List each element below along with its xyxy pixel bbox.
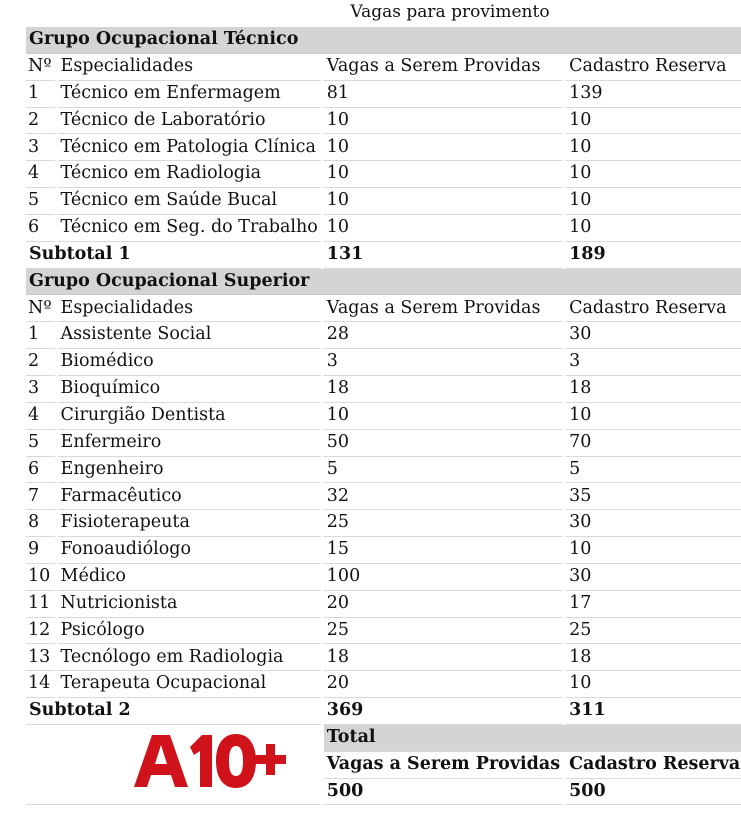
row-vagas: 100 [324,564,563,591]
row-cadastro: 18 [566,644,741,671]
row-cadastro: 10 [566,671,741,698]
row-num: 13 [26,644,55,671]
row-num: 11 [26,591,55,618]
row-vagas: 28 [324,322,563,349]
row-vagas: 25 [324,618,563,645]
row-cadastro: 3 [566,349,741,376]
table-row [26,591,741,618]
total-cadastro: 500 [566,779,741,806]
row-especialidade: Técnico em Enfermagem [58,81,321,108]
header-especialidades: Especialidades [58,295,321,322]
row-especialidade: Técnico em Saúde Bucal [58,188,321,215]
row-cadastro: 10 [566,403,741,430]
row-cadastro: 10 [566,161,741,188]
total-vagas-label: Vagas a Serem Providas [324,752,563,779]
row-vagas: 3 [324,349,563,376]
row-especialidade: Técnico em Seg. do Trabalho [58,215,321,242]
table-row [26,188,741,215]
table-row [26,644,741,671]
table-row [26,108,741,135]
row-especialidade: Engenheiro [58,457,321,484]
table-row [26,510,741,537]
header-row-superior [26,295,741,322]
header-num: Nº [26,295,55,322]
row-especialidade: Técnico de Laboratório [58,108,321,135]
row-especialidade: Tecnólogo em Radiologia [58,644,321,671]
header-especialidades: Especialidades [58,54,321,81]
row-especialidade: Fonoaudiólogo [58,537,321,564]
group-title-tecnico: Grupo Ocupacional Técnico [26,27,741,54]
row-cadastro: 70 [566,430,741,457]
row-especialidade: Técnico em Radiologia [58,161,321,188]
group-title-superior: Grupo Ocupacional Superior [26,269,741,296]
table-row [26,215,741,242]
table-row [26,403,741,430]
header-row-tecnico [26,54,741,81]
row-vagas: 10 [324,403,563,430]
table-row [26,483,741,510]
table-row [26,134,741,161]
row-cadastro: 30 [566,510,741,537]
row-num: 10 [26,564,55,591]
table-row [26,564,741,591]
logo-cell [26,725,321,806]
table-row [26,161,741,188]
row-especialidade: Cirurgião Dentista [58,403,321,430]
row-especialidade: Bioquímico [58,376,321,403]
row-especialidade: Psicólogo [58,618,321,645]
row-cadastro: 5 [566,457,741,484]
row-cadastro: 10 [566,134,741,161]
table-caption: Vagas para provimento [350,2,550,22]
row-num: 7 [26,483,55,510]
subtotal-cadastro: 311 [566,698,741,725]
table-row [26,671,741,698]
row-especialidade: Fisioterapeuta [58,510,321,537]
group-row-tecnico [26,27,741,54]
row-especialidade: Terapeuta Ocupacional [58,671,321,698]
row-cadastro: 139 [566,81,741,108]
header-cadastro: Cadastro Reserva [566,54,741,81]
subtotal-row-1 [26,242,741,269]
row-especialidade: Assistente Social [58,322,321,349]
row-vagas: 18 [324,376,563,403]
group-row-superior [26,269,741,296]
header-vagas: Vagas a Serem Providas [324,54,563,81]
row-vagas: 5 [324,457,563,484]
row-num: 3 [26,134,55,161]
row-num: 9 [26,537,55,564]
row-cadastro: 30 [566,322,741,349]
table-row [26,81,741,108]
row-num: 1 [26,81,55,108]
table-row [26,457,741,484]
header-vagas: Vagas a Serem Providas [324,295,563,322]
vacancy-table [23,27,741,805]
row-vagas: 10 [324,188,563,215]
row-vagas: 15 [324,537,563,564]
subtotal-vagas: 131 [324,242,563,269]
table-row [26,537,741,564]
row-especialidade: Médico [58,564,321,591]
row-especialidade: Enfermeiro [58,430,321,457]
row-num: 3 [26,376,55,403]
row-num: 4 [26,161,55,188]
row-num: 5 [26,188,55,215]
row-cadastro: 10 [566,108,741,135]
row-num: 5 [26,430,55,457]
table-row [26,376,741,403]
subtotal-cadastro: 189 [566,242,741,269]
row-cadastro: 35 [566,483,741,510]
table-row [26,322,741,349]
row-especialidade: Biomédico [58,349,321,376]
subtotal-vagas: 369 [324,698,563,725]
subtotal-row-2 [26,698,741,725]
table-row [26,618,741,645]
row-vagas: 18 [324,644,563,671]
row-vagas: 25 [324,510,563,537]
row-cadastro: 25 [566,618,741,645]
row-num: 1 [26,322,55,349]
row-especialidade: Nutricionista [58,591,321,618]
row-vagas: 10 [324,161,563,188]
row-cadastro: 30 [566,564,741,591]
total-vagas: 500 [324,779,563,806]
subtotal-label: Subtotal 1 [26,242,321,269]
row-vagas: 81 [324,81,563,108]
row-vagas: 20 [324,671,563,698]
row-num: 8 [26,510,55,537]
row-especialidade: Técnico em Patologia Clínica [58,134,321,161]
table-row [26,349,741,376]
row-vagas: 32 [324,483,563,510]
row-num: 6 [26,215,55,242]
row-num: 4 [26,403,55,430]
row-especialidade: Farmacêutico [58,483,321,510]
row-vagas: 50 [324,430,563,457]
total-cadastro-label: Cadastro Reserva [566,752,741,779]
row-vagas: 10 [324,215,563,242]
row-cadastro: 17 [566,591,741,618]
row-vagas: 10 [324,108,563,135]
row-vagas: 10 [324,134,563,161]
subtotal-label: Subtotal 2 [26,698,321,725]
a10-logo-mark [134,734,286,788]
row-cadastro: 10 [566,188,741,215]
row-cadastro: 10 [566,215,741,242]
header-num: Nº [26,54,55,81]
row-num: 2 [26,349,55,376]
vacancy-table-body [26,27,741,805]
a10-logo-icon [132,731,286,789]
total-title: Total [324,725,741,752]
row-cadastro: 10 [566,537,741,564]
row-num: 6 [26,457,55,484]
row-vagas: 20 [324,591,563,618]
table-row [26,430,741,457]
header-cadastro: Cadastro Reserva [566,295,741,322]
row-cadastro: 18 [566,376,741,403]
row-num: 2 [26,108,55,135]
total-title-row [26,725,741,752]
row-num: 12 [26,618,55,645]
row-num: 14 [26,671,55,698]
